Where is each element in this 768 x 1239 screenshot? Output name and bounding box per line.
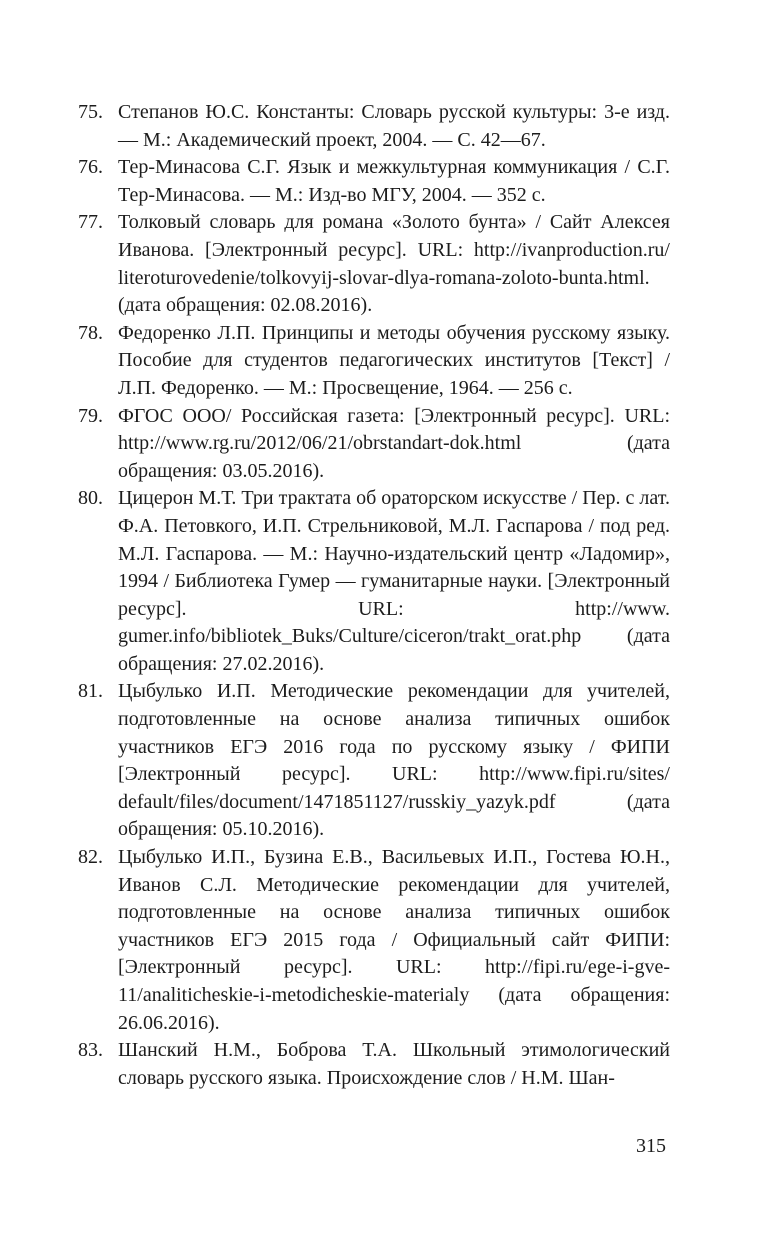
entry-text: Цыбулько И.П., Бузина Е.В., Васильевых И.П., Гостева Ю.Н., Иванов С.Л. Методические рекомендации для учителей, подготовленные на основе анализа типичных ошибок участников ЕГЭ 2015 года / Официальный сайт ФИПИ: [Электронный ресурс]. URL: http://fipi.ru/ege-i-​gve-11/analiticheskie-i-metodicheskie-materialy (дата обращения: 26.06.2016).	[118, 846, 670, 1034]
entry-number: 82.	[78, 846, 103, 869]
bibliography-list	[78, 99, 670, 1092]
entry-number: 76.	[78, 156, 103, 179]
entry-text: Степанов Ю.С. Константы: Словарь русской культуры: 3-е изд. — М.: Академический проект, 2004. — С. 42—67.	[118, 101, 670, 151]
entry-number: 79.	[78, 404, 103, 427]
bibliography-entry	[78, 320, 670, 403]
entry-text: Цыбулько И.П. Методические рекомендации для учителей, подготовленные на основе анализа типичных ошибок участников ЕГЭ 2016 года по русскому языку / ФИПИ [Электронный ресурс]. URL: http://www.fipi.ru/sites/​default/files/document/1471851127/russkiy_yazyk.pdf (дата обращения: 05.10.2016).	[118, 680, 670, 841]
entry-number: 81.	[78, 680, 103, 703]
bibliography-entry	[78, 403, 670, 486]
entry-number: 78.	[78, 321, 103, 344]
bibliography-entry	[78, 1037, 670, 1092]
entry-text: Шанский Н.М., Боброва Т.А. Школьный этимологический словарь русского языка. Происхождение слов / Н.М. Шан-	[118, 1039, 670, 1089]
bibliography-entry	[78, 844, 670, 1037]
entry-number: 77.	[78, 211, 103, 234]
entry-number: 83.	[78, 1039, 103, 1062]
bibliography-entry	[78, 678, 670, 844]
entry-text: Толковый словарь для романа «Золото бунта» / Сайт Алексея Иванова. [Электронный ресурс]. URL: http://​ivanproduction.ru/​literoturovedenie/​tolkovyij-slovar-dlya-​romana-zoloto-bunta.html. (дата обращения: 02.08.2016).	[118, 211, 670, 317]
bibliography-entry	[78, 485, 670, 678]
bibliography-entry	[78, 209, 670, 319]
entry-number: 75.	[78, 101, 103, 123]
entry-text: Тер-Минасова С.Г. Язык и межкультурная коммуникация / С.Г. Тер-Минасова. — М.: Изд-во МГУ, 2004. — 352 с.	[118, 156, 670, 206]
entry-text: Федоренко Л.П. Принципы и методы обучения русскому языку. Пособие для студентов педагогических институтов [Текст] / Л.П. Федоренко. — М.: Просвещение, 1964. — 256 с.	[118, 321, 670, 399]
entry-text: ФГОС ООО/ Российская газета: [Электронный ресурс]. URL: http://www.rg.ru/2012/06/21/obrstandart-dok.html (дата обращения: 03.05.2016).	[118, 404, 670, 482]
bibliography-entry	[78, 99, 670, 154]
entry-number: 80.	[78, 487, 103, 510]
page-number: 315	[636, 1135, 666, 1157]
bibliography-entry	[78, 154, 670, 209]
entry-text: Цицерон М.Т. Три трактата об ораторском искусстве / Пер. с лат. Ф.А. Петовкого, И.П. Стрельниковой, М.Л. Гаспарова / под ред. М.Л. Гаспарова. — М.: Научно-издательский центр «Ладомир», 1994 / Библиотека Гумер — гуманитарные науки. [Электронный ресурс]. URL: http://www.​gumer.info/bibliotek_Buks/Culture/ciceron/trakt_orat.php (дата обращения: 27.02.2016).	[118, 487, 671, 675]
